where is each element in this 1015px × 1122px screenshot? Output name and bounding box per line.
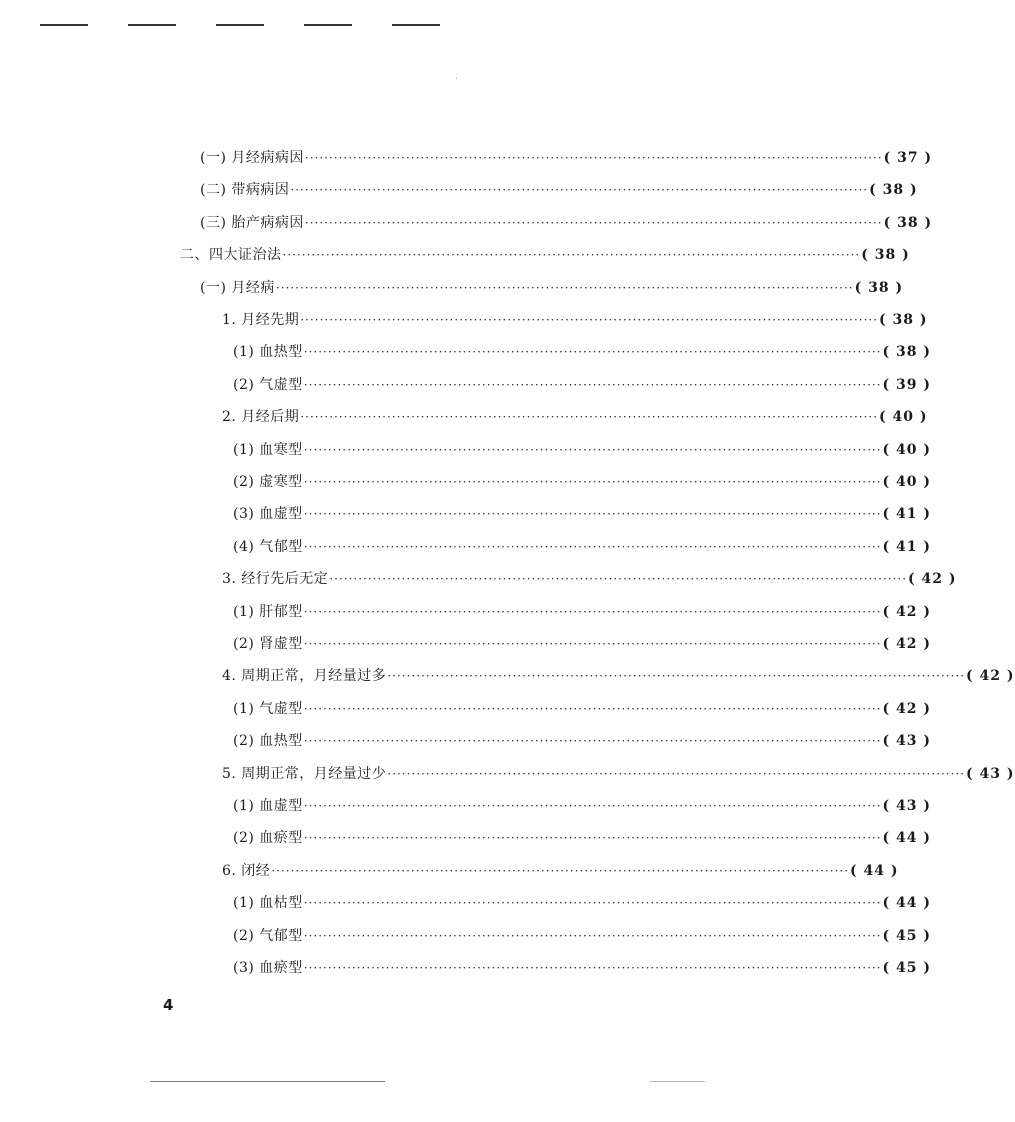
toc-entry (222, 666, 1015, 686)
page-number: 4 (163, 996, 174, 1014)
toc-entry (233, 828, 931, 848)
toc-leader-dots: ························································································································ (303, 377, 882, 392)
toc-entry (233, 634, 931, 654)
toc-leader-dots: ························································································································ (304, 151, 883, 165)
toc-entry-page: ( 40 ) (882, 474, 931, 490)
toc-entry-page: ( 38 ) (882, 344, 931, 361)
toc-entry (233, 699, 931, 719)
toc-entry (200, 213, 933, 233)
toc-entry-page: ( 38 ) (869, 182, 918, 199)
toc-leader-dots: ························································································································ (303, 701, 882, 716)
toc-entry-page: ( 42 ) (908, 571, 957, 588)
toc-entry (233, 537, 931, 557)
toc-entry-page: ( 44 ) (850, 862, 899, 879)
toc-entry-page: ( 42 ) (882, 700, 931, 717)
toc-leader-dots: ························································································································ (303, 961, 882, 975)
toc-entry-label: (二) 带病病因 (200, 182, 290, 199)
toc-entry (233, 958, 931, 978)
toc-entry-page: ( 41 ) (882, 538, 931, 555)
toc-entry-label: (一) 月经病 (200, 279, 275, 296)
toc-entry (222, 764, 1015, 784)
toc-entry (233, 472, 931, 492)
toc-entry (233, 926, 931, 946)
toc-entry-page: ( 43 ) (882, 733, 931, 750)
toc-entry (233, 796, 931, 816)
toc-leader-dots: ························································································································ (271, 863, 850, 878)
toc-entry-label: (一) 月经病病因 (200, 150, 304, 166)
toc-entry-label: 2. 月经后期 (222, 409, 300, 426)
toc-entry-label: 1. 月经先期 (222, 312, 300, 328)
toc-entry-page: ( 44 ) (882, 895, 931, 912)
toc-entry-page: ( 39 ) (882, 376, 931, 393)
toc-entry (222, 310, 928, 330)
toc-entry-label: 5. 周期正常，月经量过少 (222, 765, 387, 782)
toc-entry (180, 245, 910, 265)
toc-entry-page: ( 38 ) (879, 312, 928, 328)
toc-leader-dots: ························································································································ (304, 215, 883, 230)
toc-leader-dots: ························································································································ (303, 637, 882, 651)
toc-entry (233, 375, 931, 395)
toc-entry (233, 342, 931, 362)
toc-leader-dots: ························································································································ (303, 604, 882, 619)
toc-leader-dots: ························································································································ (275, 280, 854, 295)
toc-entry-label: (2) 气虚型 (233, 376, 303, 393)
toc-entry-page: ( 45 ) (882, 927, 931, 944)
toc-entry (200, 278, 904, 298)
toc-entry-page: ( 40 ) (882, 441, 931, 458)
toc-entry-page: ( 45 ) (882, 960, 931, 976)
toc-entry-label: (3) 血瘀型 (233, 960, 303, 976)
toc-leader-dots: ························································································································ (387, 669, 966, 684)
toc-entry-label: 4. 周期正常，月经量过多 (222, 668, 387, 685)
toc-leader-dots: ························································································································ (303, 539, 882, 554)
toc-entry (233, 602, 931, 622)
toc-entry-page: ( 38 ) (854, 279, 904, 296)
toc-entry (233, 893, 931, 913)
toc-entry-label: (三) 胎产病病因 (200, 214, 304, 231)
toc-entry-page: ( 42 ) (882, 636, 931, 652)
toc-leader-dots: ························································································································ (303, 507, 882, 522)
toc-leader-dots: ························································································································ (300, 410, 879, 425)
toc-entry (200, 148, 933, 168)
toc-entry (222, 407, 928, 427)
toc-entry-page: ( 42 ) (966, 668, 1015, 685)
toc-leader-dots: ························································································································ (303, 442, 882, 457)
toc-leader-dots: ························································································································ (303, 734, 882, 749)
toc-leader-dots: ························································································································ (300, 313, 879, 327)
toc-entry-label: (1) 气虚型 (233, 700, 303, 717)
bottom-scan-line-right (650, 1081, 705, 1082)
toc-entry (222, 569, 957, 589)
toc-leader-dots: ························································································································ (290, 183, 869, 198)
toc-entry-label: (3) 血虚型 (233, 506, 303, 523)
toc-entry-label: (1) 血热型 (233, 344, 303, 361)
toc-entry (222, 861, 899, 881)
toc-entry-label: 3. 经行先后无定 (222, 571, 329, 588)
toc-entry-label: 6. 闭经 (222, 862, 271, 879)
toc-entry-page: ( 43 ) (882, 798, 931, 814)
toc-entry-label: 二、四大证治法 (180, 247, 282, 264)
toc-entry-page: ( 44 ) (882, 830, 931, 847)
toc-leader-dots: ························································································································ (387, 766, 966, 781)
toc-entry (233, 440, 931, 460)
toc-entry-label: (1) 血枯型 (233, 895, 303, 912)
toc-leader-dots: ························································································································ (303, 896, 882, 911)
toc-entry (233, 504, 931, 524)
toc-entry-page: ( 41 ) (882, 506, 931, 523)
toc-entry-label: (2) 血热型 (233, 733, 303, 750)
toc-entry-label: (2) 虚寒型 (233, 474, 303, 490)
toc-entry-label: (1) 血寒型 (233, 441, 303, 458)
toc-entry-label: (2) 血瘀型 (233, 830, 303, 847)
toc-entry-label: (1) 血虚型 (233, 798, 303, 814)
toc-entry-label: (1) 肝郁型 (233, 603, 303, 620)
bottom-scan-line (150, 1081, 385, 1082)
toc-entry-page: ( 40 ) (879, 409, 928, 426)
toc-leader-dots: ························································································································ (303, 928, 882, 943)
toc-leader-dots: ························································································································ (303, 475, 882, 489)
toc-leader-dots: ························································································································ (282, 248, 861, 263)
toc-entry-page: ( 37 ) (883, 150, 933, 166)
toc-leader-dots: ························································································································ (329, 572, 908, 587)
toc-leader-dots: ························································································································ (303, 831, 882, 846)
toc-entry-label: (4) 气郁型 (233, 538, 303, 555)
toc-entry (233, 731, 931, 751)
toc-leader-dots: ························································································································ (303, 799, 882, 813)
toc-entry-page: ( 42 ) (882, 603, 931, 620)
toc-entry-page: ( 43 ) (966, 765, 1015, 782)
toc-leader-dots: ························································································································ (303, 345, 882, 360)
toc-entry-label: (2) 气郁型 (233, 927, 303, 944)
toc-entry-label: (2) 肾虚型 (233, 636, 303, 652)
toc-entry-page: ( 38 ) (861, 247, 910, 264)
toc-entry-page: ( 38 ) (883, 214, 933, 231)
toc-entry (200, 180, 918, 200)
